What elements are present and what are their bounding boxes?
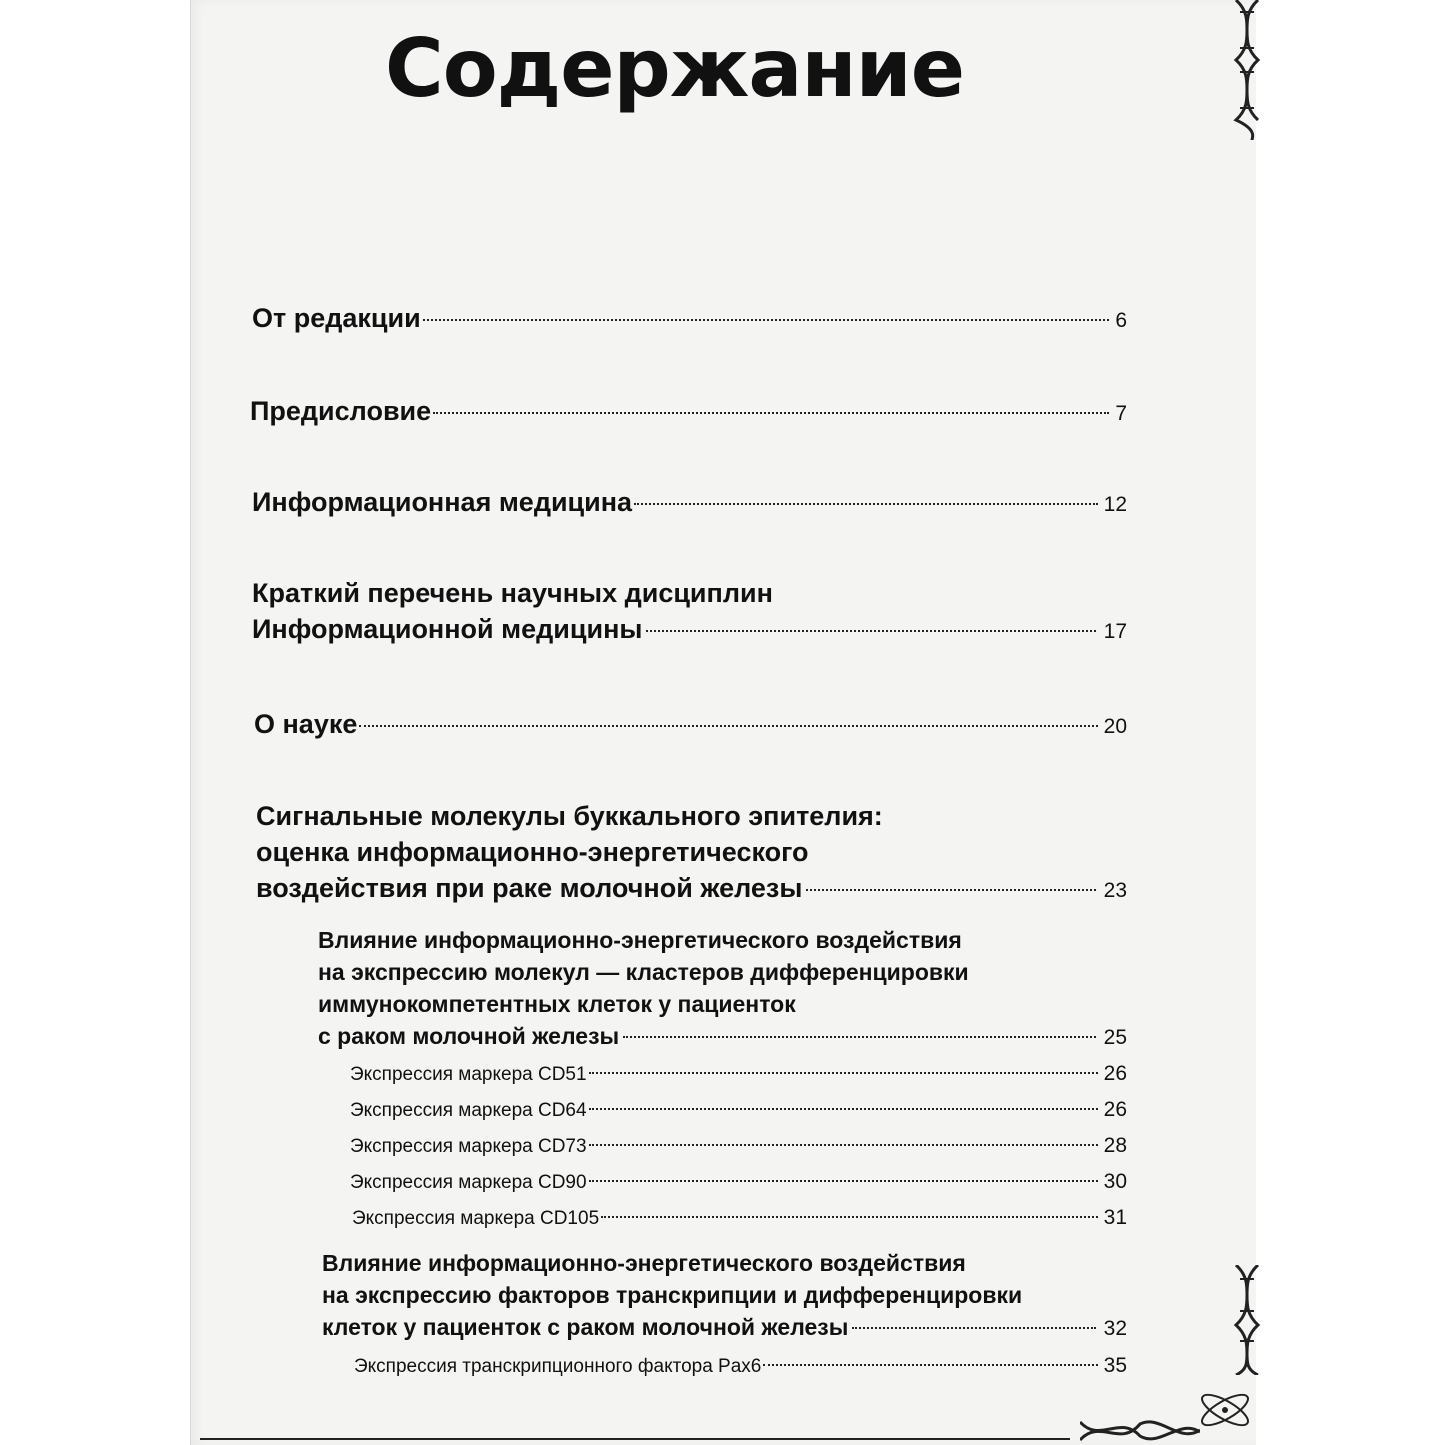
toc-page-number: 7	[1115, 402, 1127, 425]
toc-entry-label: Влияние информационно-энергетического воздействия	[322, 1250, 966, 1276]
leader-dots	[634, 503, 1098, 505]
toc-entry-label: Предисловие	[250, 396, 432, 426]
leader-dots	[806, 889, 1095, 891]
dna-helix-icon	[1232, 0, 1262, 140]
leader-dots	[852, 1327, 1095, 1329]
toc-entry-label: Информационной медицины	[252, 614, 643, 644]
toc-entry-label: Влияние информационно-энергетического воздействия	[318, 927, 962, 953]
bottom-rule	[200, 1438, 1070, 1440]
page-title: Содержание	[385, 22, 964, 115]
toc-entry-label: Экспрессия маркера CD105	[352, 1208, 600, 1229]
toc-entry[interactable]	[322, 1247, 1127, 1345]
toc-entry-label: клеток у пациенток с раком молочной железы	[322, 1314, 849, 1340]
toc-entry[interactable]	[254, 706, 1127, 745]
leader-dots	[589, 1072, 1098, 1074]
toc-page-number: 12	[1103, 493, 1127, 516]
toc-entry-label: Информационная медицина	[252, 487, 633, 517]
toc-entry-label: Экспрессия маркера CD64	[350, 1100, 587, 1121]
toc-entry[interactable]	[350, 1132, 1127, 1161]
toc-page-number: 20	[1103, 715, 1127, 738]
toc-entry-label: Экспрессия маркера CD73	[350, 1136, 587, 1157]
toc-page-number: 26	[1103, 1098, 1127, 1121]
toc-page-number: 26	[1103, 1062, 1127, 1085]
leader-dots	[646, 630, 1095, 632]
leader-dots	[763, 1364, 1097, 1366]
toc-entry-label: Краткий перечень научных дисциплин	[252, 578, 773, 608]
toc-entry-label: иммунокомпетентных клеток у пациенток	[318, 991, 796, 1017]
toc-entry-label: воздействия при раке молочной железы	[256, 873, 803, 903]
toc-entry-label: Экспрессия транскрипционного фактора Pax6	[354, 1356, 762, 1377]
toc-page-number: 32	[1103, 1317, 1127, 1340]
toc-entry[interactable]	[354, 1352, 1127, 1381]
toc-entry-label: О науке	[254, 709, 358, 739]
leader-dots	[423, 319, 1110, 321]
toc-page-number: 30	[1103, 1170, 1127, 1193]
toc-entry-label: Сигнальные молекулы буккального эпителия:	[256, 801, 883, 831]
toc-entry[interactable]	[352, 1204, 1127, 1233]
toc-page-number: 28	[1103, 1134, 1127, 1157]
atom-icon	[1195, 1380, 1255, 1440]
toc-entry[interactable]	[350, 1168, 1127, 1197]
leader-dots	[589, 1108, 1098, 1110]
toc-page-number: 23	[1103, 879, 1127, 902]
leader-dots	[623, 1036, 1095, 1038]
toc-entry[interactable]	[252, 484, 1127, 523]
toc-entry[interactable]	[252, 300, 1127, 339]
leader-dots	[601, 1216, 1098, 1218]
leader-dots	[589, 1144, 1098, 1146]
toc-page-number: 35	[1103, 1354, 1127, 1377]
toc-entry-label: с раком молочной железы	[318, 1023, 620, 1049]
leader-dots	[359, 725, 1097, 727]
toc-entry[interactable]	[350, 1096, 1127, 1125]
toc-entry-label: Экспрессия маркера CD90	[350, 1172, 587, 1193]
leader-dots	[433, 412, 1109, 414]
toc-entry[interactable]	[250, 393, 1127, 432]
leader-dots	[589, 1180, 1098, 1182]
toc-entry-label: на экспрессию молекул — кластеров дифференцировки	[318, 959, 969, 985]
toc-entry[interactable]	[252, 575, 1127, 650]
dna-helix-icon	[1080, 1418, 1200, 1445]
toc-entry[interactable]	[318, 924, 1127, 1054]
toc-entry-label: Экспрессия маркера CD51	[350, 1064, 587, 1085]
toc-entry[interactable]	[256, 798, 1127, 909]
toc-entry-label: оценка информационно-энергетического	[256, 837, 809, 867]
toc-page-number: 17	[1103, 620, 1127, 643]
toc-entry-label: От редакции	[252, 303, 421, 333]
toc-entry[interactable]	[350, 1060, 1127, 1089]
toc-page-number: 25	[1103, 1026, 1127, 1049]
dna-helix-icon	[1232, 1265, 1262, 1375]
toc-page-number: 6	[1115, 309, 1127, 332]
toc-page-number: 31	[1103, 1206, 1127, 1229]
toc-entry-label: на экспрессию факторов транскрипции и дифференцировки	[322, 1282, 1023, 1308]
